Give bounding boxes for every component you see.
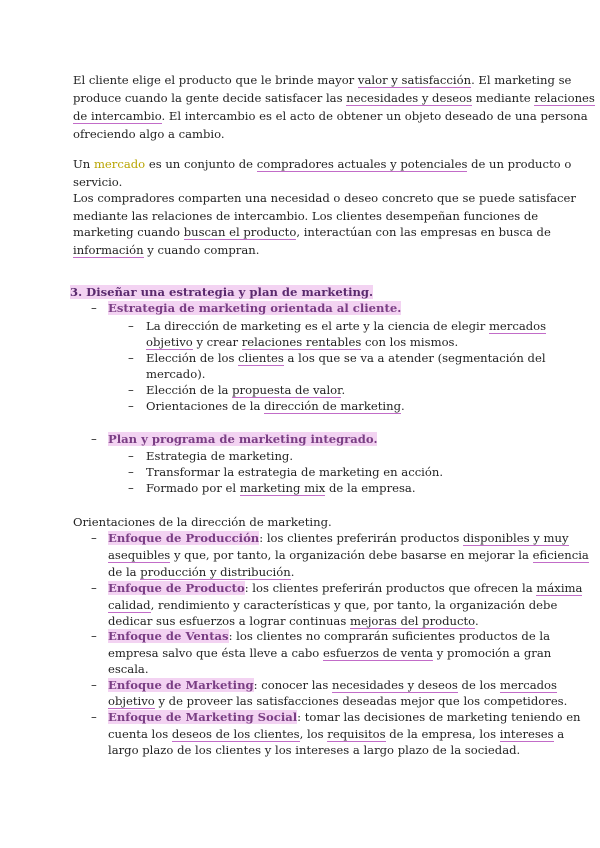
- orientaciones-intro: Orientaciones de la dirección de marketing.: [73, 515, 332, 529]
- enfoque-ventas-line3: escala.: [108, 662, 149, 676]
- dash-bullet: –: [128, 319, 134, 333]
- enfoque-marketing-line1: Enfoque de Marketing: conocer las necesidades y deseos de los mercados: [108, 678, 557, 692]
- para2-line1: Un mercado es un conjunto de compradores actuales y potenciales de un producto o: [73, 157, 572, 171]
- dash-bullet: –: [91, 581, 97, 595]
- dash-bullet: –: [91, 432, 97, 446]
- dash-bullet: –: [128, 399, 134, 413]
- mercado-highlight: mercado: [93, 157, 146, 171]
- enfoque-producto-line1: Enfoque de Producto: los clientes preferirán productos que ofrecen la máxima: [108, 581, 583, 595]
- enfoque-ventas-line1: Enfoque de Ventas: los clientes no comprarán suficientes productos de la: [108, 629, 551, 643]
- enfoque-producto-line2: calidad, rendimiento y características y que, por tanto, la organización debe: [108, 598, 558, 612]
- sub1-item3: Elección de la propuesta de valor.: [146, 383, 346, 397]
- sub2-item2: Transformar la estrategia de marketing en acción.: [146, 465, 444, 479]
- sub2-title: Plan y programa de marketing integrado.: [108, 432, 378, 446]
- dash-bullet: –: [128, 481, 134, 495]
- para2-line4: mediante las relaciones de intercambio. Los clientes desempeñan funciones de: [73, 209, 539, 223]
- dash-bullet: –: [91, 629, 97, 643]
- dash-bullet: –: [128, 449, 134, 463]
- sub1-item1-line2: objetivo y crear relaciones rentables con los mismos.: [146, 335, 459, 349]
- dash-bullet: –: [91, 301, 97, 315]
- dash-bullet: –: [128, 383, 134, 397]
- sub1-item2-line2: mercado).: [146, 367, 206, 381]
- section3-heading: 3. Diseñar una estrategia y plan de marketing.: [70, 285, 374, 299]
- para1-line4: ofreciendo algo a cambio.: [73, 127, 225, 141]
- para2-line2: servicio.: [73, 175, 123, 189]
- enfoque-marketing-line2: objetivo y de proveer las satisfacciones deseadas mejor que los competidores.: [108, 694, 568, 708]
- sub1-item4: Orientaciones de la dirección de marketing.: [146, 399, 405, 413]
- dash-bullet: –: [91, 678, 97, 692]
- enfoque-social-line2: cuenta los deseos de los clientes, los requisitos de la empresa, los intereses a: [108, 727, 565, 741]
- highlight-valor: valor y satisfacción: [357, 73, 472, 87]
- enfoque-ventas-line2: empresa salvo que ésta lleve a cabo esfuerzos de venta y promoción a gran: [108, 646, 552, 660]
- dash-bullet: –: [91, 710, 97, 724]
- sub1-item1-line1: La dirección de marketing es el arte y la ciencia de elegir mercados: [146, 319, 547, 333]
- sub2-item1: Estrategia de marketing.: [146, 449, 294, 463]
- para2-line6: información y cuando compran.: [73, 243, 260, 257]
- para2-line3: Los compradores comparten una necesidad o deseo concreto que se puede satisfacer: [73, 191, 576, 205]
- sub2-item3: Formado por el marketing mix de la empresa.: [146, 481, 416, 495]
- dash-bullet: –: [128, 351, 134, 365]
- para1-line2: produce cuando la gente decide satisfacer las necesidades y deseos mediante relaciones: [73, 91, 595, 105]
- para1-line3: de intercambio. El intercambio es el acto de obtener un objeto deseado de una persona: [73, 109, 588, 123]
- enfoque-produccion-line1: Enfoque de Producción: los clientes preferirán productos disponibles y muy: [108, 531, 569, 545]
- para1-line1: El cliente elige el producto que le brinde mayor valor y satisfacción. El marketing se: [73, 73, 572, 87]
- enfoque-social-line1: Enfoque de Marketing Social: tomar las decisiones de marketing teniendo en: [108, 710, 581, 724]
- enfoque-social-line3: largo plazo de los clientes y los intereses a largo plazo de la sociedad.: [108, 743, 521, 757]
- sub1-title: Estrategia de marketing orientada al cliente.: [108, 301, 402, 315]
- sub1-item2-line1: Elección de los clientes a los que se va a atender (segmentación del: [146, 351, 546, 365]
- para2-line5: marketing cuando buscan el producto, interactúan con las empresas en busca de: [73, 225, 551, 239]
- dash-bullet: –: [91, 531, 97, 545]
- enfoque-producto-line3: dedicar sus esfuerzos a lograr continuas mejoras del producto.: [108, 614, 479, 628]
- dash-bullet: –: [128, 465, 134, 479]
- enfoque-produccion-line3: de la producción y distribución.: [108, 565, 295, 579]
- enfoque-produccion-line2: asequibles y que, por tanto, la organización debe basarse en mejorar la eficiencia: [108, 548, 589, 562]
